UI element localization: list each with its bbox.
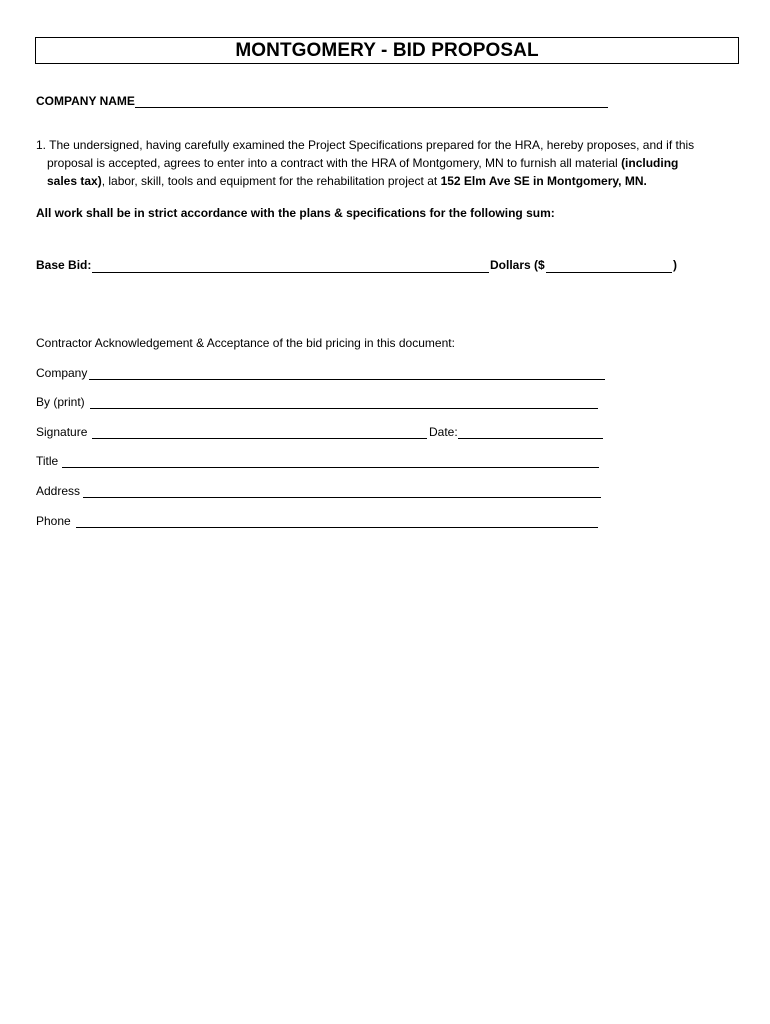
paragraph-line-3-text: , labor, skill, tools and equipment for the rehabilitation project at xyxy=(101,174,441,188)
address-label: Address xyxy=(36,484,81,498)
company-name-label: COMPANY NAME xyxy=(36,94,135,108)
phone-label: Phone xyxy=(36,514,71,528)
phone-field[interactable] xyxy=(76,514,598,528)
company-name-field[interactable] xyxy=(135,95,608,108)
paragraph-line-2-text: proposal is accepted, agrees to enter into a contract with the HRA of Montgomery, MN to furnish all material xyxy=(47,156,622,170)
by-print-label: By (print) xyxy=(36,395,85,409)
address-field[interactable] xyxy=(83,484,601,498)
title-label: Title xyxy=(36,454,59,468)
base-bid-words-field[interactable] xyxy=(92,258,489,273)
date-label: Date: xyxy=(429,425,458,439)
dollars-label: Dollars ($ xyxy=(490,258,545,272)
company-field[interactable] xyxy=(89,366,605,380)
title-box xyxy=(35,37,739,64)
paragraph-line-3 xyxy=(36,172,736,190)
company-label: Company xyxy=(36,366,88,380)
paragraph-line-1: 1. The undersigned, having carefully examined the Project Specifications prepared for the HRA, hereby proposes, and if this xyxy=(36,138,695,152)
signature-label: Signature xyxy=(36,425,88,439)
work-statement: All work shall be in strict accordance with the plans & specifications for the following sum: xyxy=(36,206,555,220)
date-field[interactable] xyxy=(458,425,603,439)
dollars-close: ) xyxy=(673,258,677,272)
signature-field[interactable] xyxy=(92,425,427,439)
proposal-paragraph xyxy=(36,136,736,190)
title-field[interactable] xyxy=(62,454,599,468)
page-title: MONTGOMERY - BID PROPOSAL xyxy=(235,39,539,61)
paragraph-line-3-location: 152 Elm Ave SE in Montgomery, MN. xyxy=(440,174,647,188)
paragraph-line-2 xyxy=(36,154,736,172)
base-bid-label: Base Bid: xyxy=(36,258,92,272)
paragraph-line-2-bold: (including xyxy=(621,156,679,170)
by-print-field[interactable] xyxy=(90,395,598,409)
paragraph-line-3-bold: sales tax) xyxy=(47,174,102,188)
base-bid-amount-field[interactable] xyxy=(546,258,672,273)
acknowledgement-text: Contractor Acknowledgement & Acceptance of the bid pricing in this document: xyxy=(36,336,455,350)
